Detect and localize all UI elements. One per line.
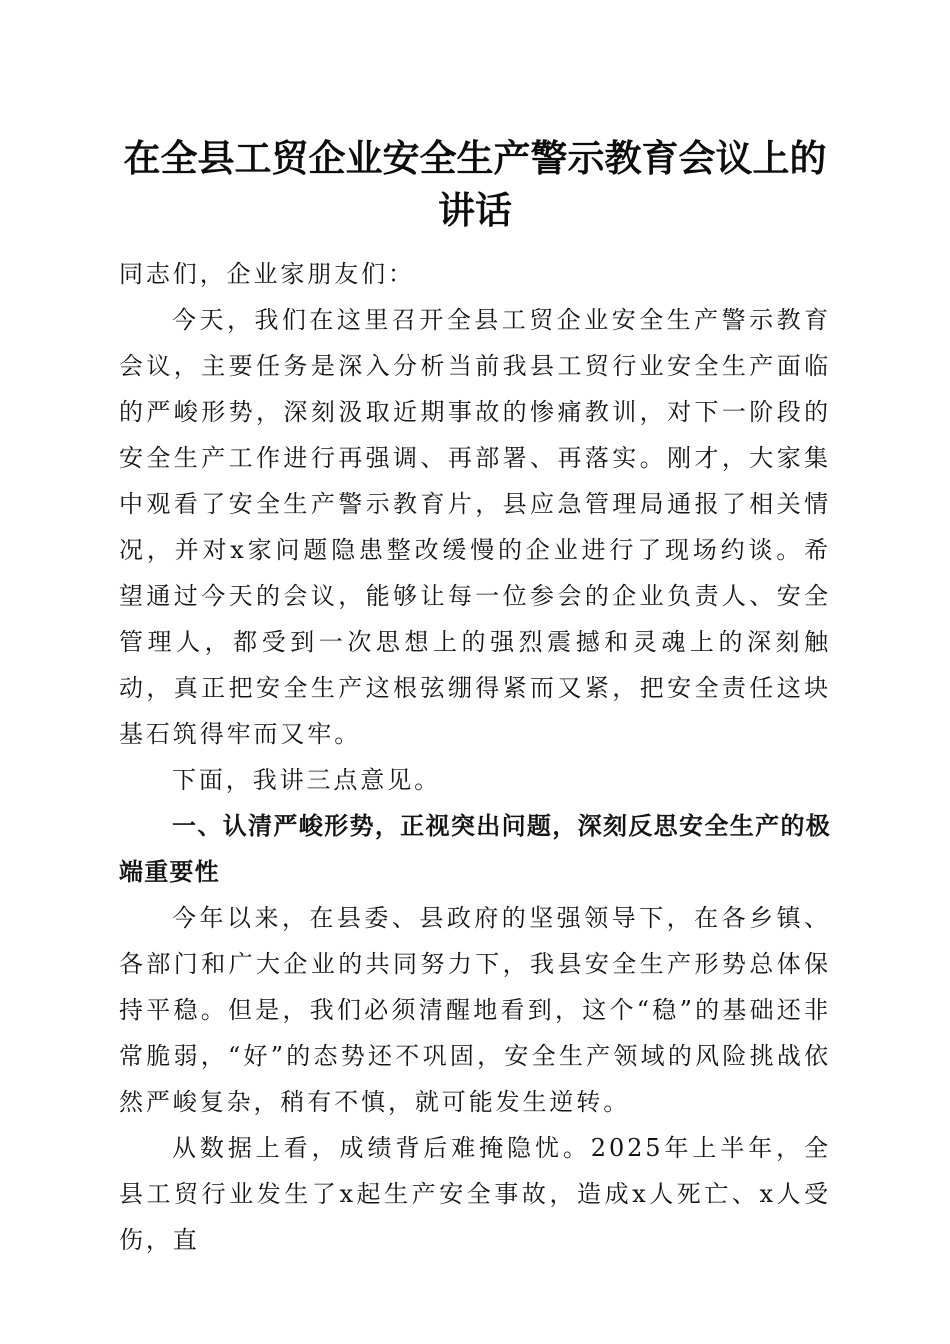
section-1-paragraph: 从数据上看，成绩背后难掩隐忧。2025年上半年，全县工贸行业发生了x起生产安全事故，造成x人死亡、x人受伤，直 — [119, 1134, 831, 1254]
document-title: 在全县工贸企业安全生产警示教育会议上的讲话 — [123, 136, 827, 232]
section-1-paragraph: 今年以来，在县委、县政府的坚强领导下，在各乡镇、各部门和广大企业的共同努力下，我县安全生产形势总体保持平稳。但是，我们必须清醒地看到，这个“稳”的基础还非常脆弱，“好”的态势还不巩固，安全生产领域的风险挑战依然严峻复杂，稍有不慎，就可能发生逆转。 — [119, 904, 831, 1116]
intro-paragraph: 今天，我们在这里召开全县工贸企业安全生产警示教育会议，主要任务是深入分析当前我县工贸行业安全生产面临的严峻形势，深刻汲取近期事故的惨痛教训，对下一阶段的安全生产工作进行再强调、再部署、再落实。刚才，大家集中观看了安全生产警示教育片，县应急管理局通报了相关情况，并对x家问题隐患整改缓慢的企业进行了现场约谈。希望通过今天的会议，能够让每一位参会的企业负责人、安全管理人，都受到一次思想上的强烈震撼和灵魂上的深刻触动，真正把安全生产这根弦绷得紧而又紧，把安全责任这块基石筑得牢而又牢。 — [119, 306, 831, 748]
section-heading-1: 一、认清严峻形势，正视突出问题，深刻反思安全生产的极端重要性 — [119, 812, 831, 886]
document-body — [119, 251, 831, 1263]
salutation: 同志们，企业家朋友们： — [119, 260, 415, 288]
transition-paragraph: 下面，我讲三点意见。 — [172, 766, 441, 794]
